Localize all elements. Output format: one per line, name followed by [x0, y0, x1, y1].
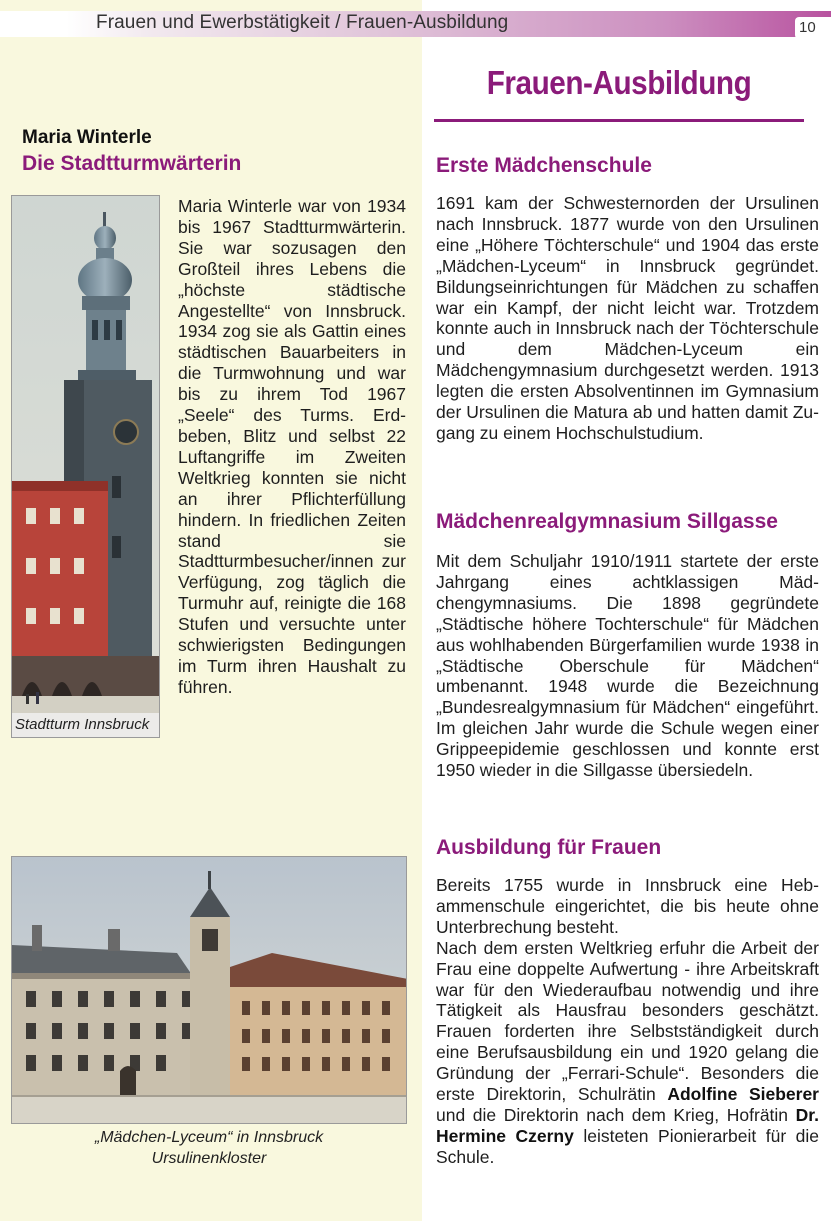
ausbildung-text-b: und die Direktorin nach dem Krieg, Hofrätin: [436, 1104, 796, 1125]
ausbildung-paragraph-2: [436, 938, 819, 1168]
section-heading-erste-maedchenschule: Erste Mädchenschule: [436, 154, 652, 177]
name-hermine-czerny: Dr. Hermine Czerny: [436, 1104, 819, 1146]
section-heading-sillgasse: Mädchenrealgymnasium Sillgasse: [436, 510, 778, 533]
section-body-erste-maedchenschule: 1691 kam der Schwesternorden der Ursulinen nach Innsbruck. 1877 wurde von den Ursulinen eine „Höhere Töchterschule“ und 1904 das erste „Mädchen-Lyceum“ in Innsbruck gegründet. Bildungseinrichtungen für Mädchen zu schaffen war ein Kampf, der nicht leicht war. Trotzdem konnte auch in Innsbruck nach der Töchterschule und dem Mädchen-Lyceum ein Mädchengymnasium durchgesetzt werden. 1913 legten die ersten Absolventinnen im Gymnasium der Ursulinen die Matura ab und hatten damit Zugang zu einem Hochschulstudium.: [436, 193, 819, 443]
page-number: 10: [795, 17, 831, 39]
lyceum-photo-caption: [11, 1127, 407, 1169]
winterle-article-text: Maria Winterle war von 1934 bis 1967 Stadtturmwärterin. Sie war sozusagen den Großteil ihres Lebens die „höchste städtische Angestellte“ von Innsbruck. 1934 zog sie als Gattin eines städtischen Bauarbeiters in die Turmwohnung und war bis zu ihrem Tod 1967 „Seele“ des Turms. Erdbeben, Blitz und selbst 22 Luftangriffe im Zweiten Weltkrieg konnten sie nicht an ihrer Pflichterfüllung hindern. In friedlichen Zeiten stand sie Stadtturmbesucher/innen zur Verfügung, zog täglich die Turmuhr auf, reinigte die 168 Stufen und versuchte unter schwierigsten Bedingungen im Turm ihren Haushalt zu führen.: [178, 196, 406, 697]
page-title: Frauen-Ausbildung: [486, 64, 752, 101]
section-heading-ausbildung: Ausbildung für Frauen: [436, 836, 662, 859]
title-divider: [434, 119, 804, 122]
lyceum-caption-line2: Ursulinenkloster: [151, 1150, 267, 1167]
section-body-sillgasse: Mit dem Schuljahr 1910/1911 startete der erste Jahrgang eines achtklassigen Mädchengymnasiums. Die 1898 gegründete „Städtische höhere Tochterschule“ für Mädchen aus wohlhabenden Bürgerfamilien wurde 1938 in „Städtische Oberschule für Mädchen“ umbenannt. 1948 wurde die Bezeichnung „Bundesrealgymnasium für Mädchen“ eingeführt. Im gleichen Jahr wurde die Schule wegen einer Grippeepidemie geschlossen und konnte erst 1950 wieder in die Sillgasse übersiedeln.: [436, 551, 819, 781]
running-title: Frauen und Ewerbstätigkeit / Frauen-Ausbildung: [96, 12, 509, 33]
photo-caption-stadtturm: Stadtturm Innsbruck: [12, 713, 159, 737]
person-name: Maria Winterle: [22, 127, 152, 148]
lyceum-photo: [11, 856, 407, 1124]
stadtturm-photo: [11, 195, 160, 738]
name-adolfine-sieberer: Adolfine Sieberer: [667, 1084, 819, 1105]
lyceum-illustration: [12, 857, 407, 1124]
section-body-ausbildung: [436, 875, 819, 1168]
ausbildung-text-c: leisteten Pionierarbeit für die Schule.: [436, 1125, 820, 1167]
ausbildung-paragraph-1: Bereits 1755 wurde in Innsbruck eine Hebammenschule eingerichtet, die bis heute ohne Unterbrechung besteht.: [436, 875, 819, 937]
tower-illustration: [12, 196, 160, 738]
lyceum-caption-line1: „Mädchen-Lyceum“ in Innsbruck: [94, 1129, 324, 1146]
person-role-heading: Die Stadtturmwärterin: [22, 152, 242, 175]
ausbildung-text-a: Nach dem ersten Weltkrieg erfuhr die Arbeit der Frau eine doppelte Aufwertung - ihre Arbeitskraft war für den Wiederaufbau notwendig und ihre Tätigkeit als Hausfrau besonders geschätzt. Frauen forderten ihre Selbstständigkeit durch eine Berufsausbildung ein und 1920 gelang die Gründung der „Ferrari-Schule“. Besonders die erste Direktorin, Schulrätin: [436, 937, 819, 1105]
